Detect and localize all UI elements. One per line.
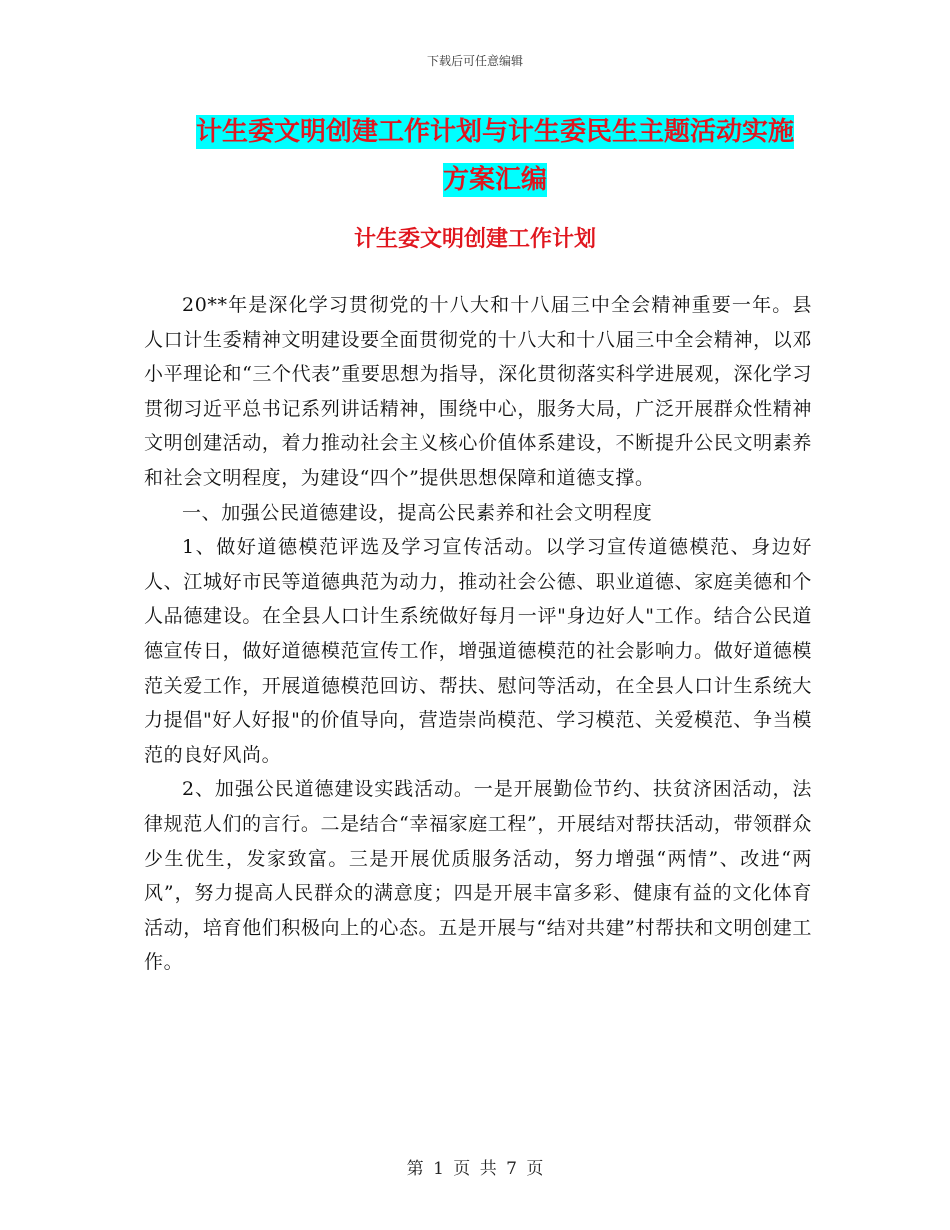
document-body	[144, 288, 812, 980]
section-title: 计生委文明创建工作计划	[353, 227, 596, 252]
paragraph-item-2: 2、加强公民道德建设实践活动。一是开展勤俭节约、扶贫济困活动，法律规范人们的言行。二是结合“幸福家庭工程”，开展结对帮扶活动，带领群众少生优生，发家致富。三是开展优质服务活动，努力增强“两情”、改进“两风”，努力提高人民群众的满意度；四是开展丰富多彩、健康有益的文化体育活动，培育他们积极向上的心态。五是开展与“结对共建”村帮扶和文明创建工作。	[144, 778, 812, 974]
document-title	[150, 108, 840, 204]
paragraph-heading-1: 一、加强公民道德建设，提高公民素养和社会文明程度	[182, 501, 653, 524]
page-footer: 第 1 页 共 7 页	[406, 1159, 544, 1179]
paragraph-item-1: 1、做好道德模范评选及学习宣传活动。以学习宣传道德模范、身边好人、江城好市民等道德典范为动力，推动社会公德、职业道德、家庭美德和个人品德建设。在全县人口计生系统做好每月一评"身边好人"工作。结合公民道德宣传日，做好道德模范宣传工作，增强道德模范的社会影响力。做好道德模范关爱工作，开展道德模范回访、帮扶、慰问等活动，在全县人口计生系统大力提倡"好人好报"的价值导向，营造崇尚模范、学习模范、关爱模范、争当模范的良好风尚。	[144, 536, 812, 766]
document-title-line-2: 方案汇编	[442, 165, 547, 195]
header-note: 下载后可任意编辑	[426, 54, 523, 68]
paragraph-intro: 20**年是深化学习贯彻党的十八大和十八届三中全会精神重要一年。县人口计生委精神文明建设要全面贯彻党的十八大和十八届三中全会精神，以邓小平理论和“三个代表”重要思想为指导，深化贯彻落实科学进展观，深化学习贯彻习近平总书记系列讲话精神，围绕中心，服务大局，广泛开展群众性精神文明创建活动，着力推动社会主义核心价值体系建设，不断提升公民文明素养和社会文明程度，为建设“四个”提供思想保障和道德支撑。	[144, 294, 812, 489]
document-title-line-1: 计生委文明创建工作计划与计生委民生主题活动实施	[195, 117, 794, 147]
